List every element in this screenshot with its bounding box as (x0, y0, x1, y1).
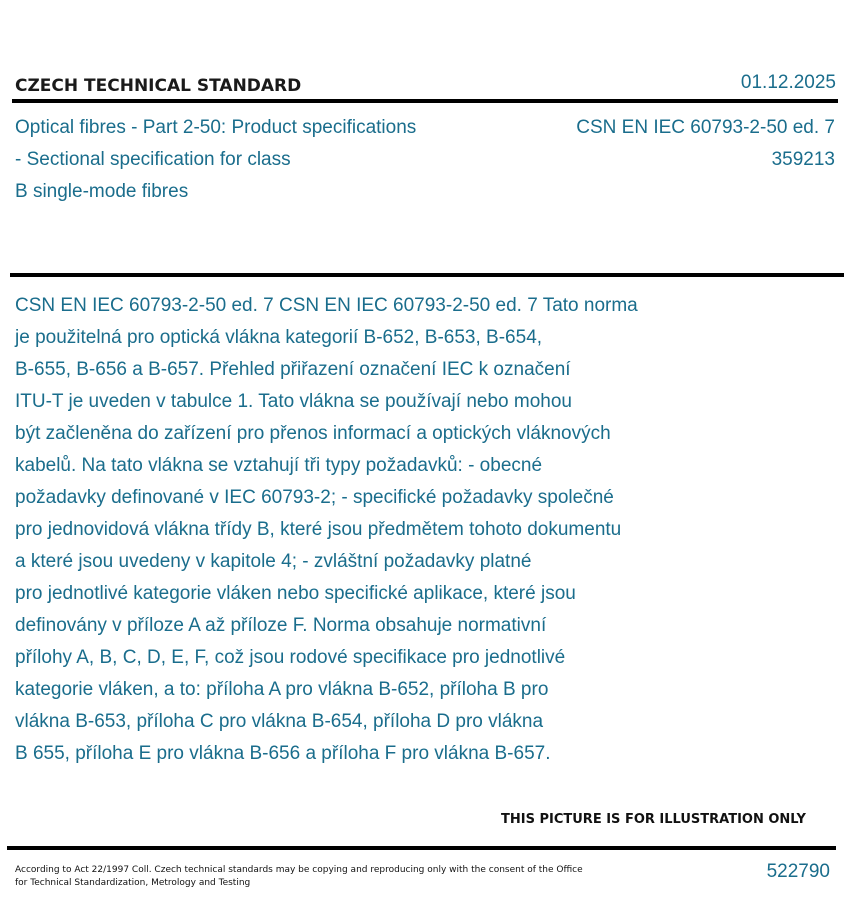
footer-divider (7, 846, 836, 850)
document-number: 522790 (766, 861, 830, 882)
body-line: kategorie vláken, a to: příloha A pro vlákna B-652, příloha B pro (15, 679, 549, 700)
copyright-notice (15, 864, 615, 890)
body-line: být začleněna do zařízení pro přenos informací a optických vláknových (15, 423, 611, 444)
annotation-text (15, 290, 775, 770)
body-line: požadavky definované v IEC 60793-2; - specifické požadavky společné (15, 487, 614, 508)
body-line: vlákna B-653, příloha C pro vlákna B-654, příloha D pro vlákna (15, 711, 544, 732)
title-divider (10, 273, 844, 277)
body-line: pro jednovidová vlákna třídy B, které jsou předmětem tohoto dokumentu (15, 519, 622, 540)
body-line: ITU-T je uveden v tabulce 1. Tato vlákna se používají nebo mohou (15, 391, 572, 412)
body-line: pro jednotlivé kategorie vláken nebo specifické aplikace, které jsou (15, 583, 576, 604)
body-line: přílohy A, B, C, D, E, F, což jsou rodové specifikace pro jednotlivé (15, 647, 566, 668)
classification-code: 359213 (771, 149, 835, 170)
publication-date: 01.12.2025 (740, 72, 836, 93)
title-line-1: Optical fibres - Part 2-50: Product specifications (15, 117, 417, 138)
body-line: definovány v příloze A až příloze F. Norma obsahuje normativní (15, 615, 547, 636)
title-line-2: - Sectional specification for class (15, 149, 291, 170)
body-line: CSN EN IEC 60793-2-50 ed. 7 CSN EN IEC 60793-2-50 ed. 7 Tato norma (15, 295, 638, 316)
standard-designation: CSN EN IEC 60793-2-50 ed. 7 (576, 117, 835, 138)
copyright-line: According to Act 22/1997 Coll. Czech technical standards may be copying and reproducing only with the consent of the Office (15, 865, 583, 875)
body-line: B-655, B-656 a B-657. Přehled přiřazení označení IEC k označení (15, 359, 571, 380)
body-line: B 655, příloha E pro vlákna B-656 a příloha F pro vlákna B-657. (15, 743, 551, 764)
body-line: je použitelná pro optická vlákna kategorií B-652, B-653, B-654, (15, 327, 543, 348)
copyright-line: for Technical Standardization, Metrology and Testing (15, 878, 251, 888)
illustration-disclaimer: THIS PICTURE IS FOR ILLUSTRATION ONLY (501, 812, 806, 827)
standard-type-label: CZECH TECHNICAL STANDARD (15, 76, 302, 96)
body-line: a které jsou uvedeny v kapitole 4; - zvláštní požadavky platné (15, 551, 532, 572)
body-line: kabelů. Na tato vlákna se vztahují tři typy požadavků: - obecné (15, 455, 543, 476)
header-divider (12, 99, 838, 103)
title-line-3: B single-mode fibres (15, 181, 189, 202)
